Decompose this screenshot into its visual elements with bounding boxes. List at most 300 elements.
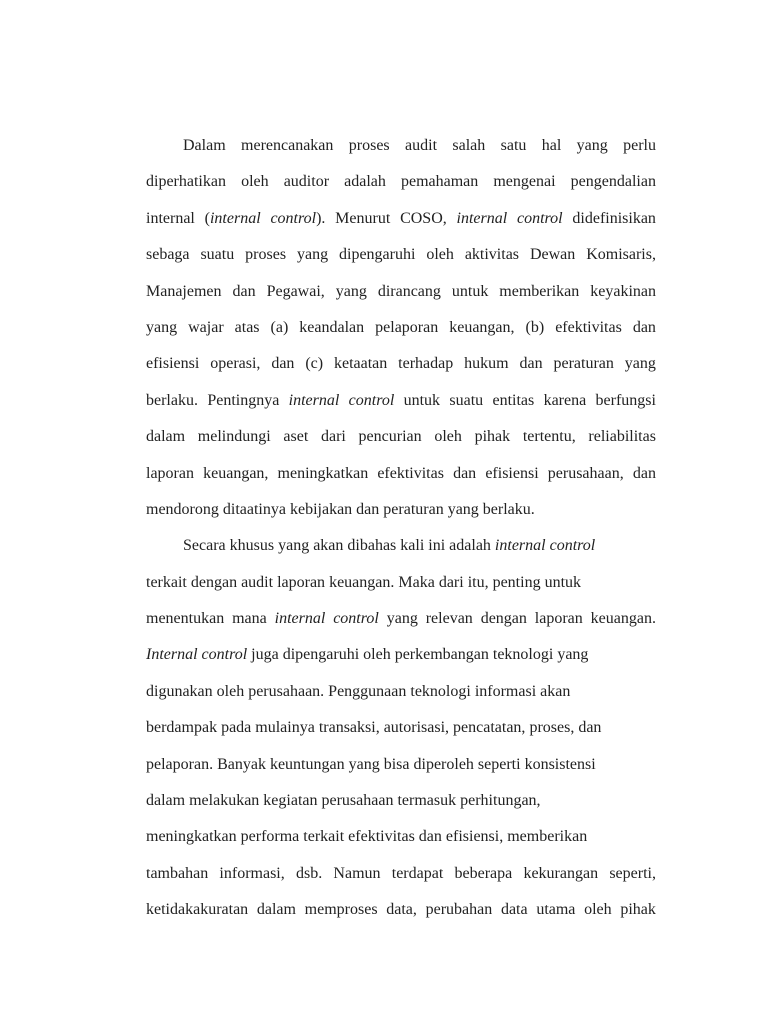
word — [146, 789, 185, 813]
word — [283, 425, 308, 461]
text-line — [146, 134, 656, 170]
text-run: seperti — [477, 755, 521, 773]
word — [267, 280, 325, 316]
text-run: perkembangan — [394, 646, 489, 664]
word — [203, 462, 268, 498]
word — [348, 825, 415, 849]
text-run: efisiensi, — [445, 828, 504, 846]
text-run: keandalan — [299, 318, 365, 336]
word — [449, 534, 491, 558]
text-run: dalam — [256, 901, 296, 919]
word — [146, 825, 237, 849]
word — [221, 716, 251, 740]
text-run: laporan — [277, 573, 326, 591]
text-run: ( — [204, 209, 210, 227]
text-run: dalam — [146, 428, 186, 446]
text-run: yang — [624, 355, 656, 373]
word — [278, 534, 309, 558]
word — [270, 753, 345, 777]
text-run: untuk — [403, 391, 441, 409]
text-run: digunakan — [146, 682, 213, 700]
word — [530, 243, 575, 279]
word — [571, 170, 656, 206]
word — [591, 607, 656, 643]
word — [384, 716, 449, 740]
word — [401, 170, 478, 206]
word — [493, 643, 553, 667]
italic-term: control — [516, 209, 563, 227]
text-run: yang — [576, 137, 608, 154]
italic-term: internal — [288, 391, 340, 409]
text-run: efisiensi — [485, 464, 539, 482]
text-run: informasi, — [219, 864, 285, 882]
word — [588, 425, 656, 461]
word — [230, 534, 274, 558]
paragraph — [146, 134, 656, 534]
word — [475, 680, 536, 704]
word — [517, 207, 563, 243]
text-run: termasuk — [397, 792, 457, 810]
text-line — [146, 716, 656, 752]
word — [478, 753, 521, 777]
text-run: perlu — [623, 137, 656, 154]
text-run: Pentingnya — [207, 391, 280, 409]
word — [398, 352, 453, 388]
text-run: meningkatkan — [146, 828, 237, 846]
word — [271, 316, 289, 352]
italic-term: internal — [494, 537, 546, 555]
text-run: merencanakan — [241, 137, 334, 154]
text-run: proses, — [529, 719, 575, 737]
text-run: data, — [386, 901, 417, 919]
word — [146, 462, 194, 498]
word — [609, 862, 656, 898]
text-run: dengan — [480, 610, 527, 628]
text-run: aktivitas — [464, 246, 520, 264]
text-line — [146, 607, 656, 643]
text-run: Maka — [398, 573, 435, 591]
word — [146, 280, 222, 316]
text-line — [146, 643, 656, 679]
text-run: perubahan — [425, 901, 493, 919]
word — [499, 280, 579, 316]
word — [485, 462, 538, 498]
word — [620, 898, 656, 934]
word — [284, 170, 329, 206]
word — [492, 389, 534, 425]
text-run: dan — [232, 282, 256, 300]
word — [275, 607, 326, 643]
word — [507, 825, 587, 849]
word — [452, 134, 485, 170]
word — [329, 571, 394, 595]
text-run: pelaporan — [375, 318, 439, 336]
word — [529, 716, 574, 740]
text-run: mulainya — [255, 719, 315, 737]
word — [146, 170, 226, 206]
text-run: transaksi, — [318, 719, 380, 737]
text-run: pemahaman — [400, 173, 479, 191]
word — [446, 825, 503, 849]
italic-term: internal — [274, 610, 326, 628]
text-run: akan — [313, 537, 344, 555]
text-run: Menurut — [335, 209, 391, 227]
word — [523, 425, 576, 461]
text-run: keuangan. — [590, 610, 656, 628]
text-line — [146, 680, 656, 716]
word — [526, 316, 545, 352]
word — [540, 680, 570, 704]
word — [428, 534, 445, 558]
text-run: dalam — [146, 792, 186, 810]
word — [333, 607, 379, 643]
word — [590, 280, 656, 316]
text-line — [146, 170, 656, 206]
text-run: berlaku. — [482, 500, 535, 518]
word — [241, 134, 333, 170]
word — [483, 498, 535, 522]
word — [363, 643, 391, 667]
word — [241, 571, 273, 595]
text-run: utama — [536, 901, 576, 919]
word — [313, 534, 343, 558]
text-run: yang — [296, 246, 329, 264]
word — [297, 243, 328, 279]
word — [299, 316, 364, 352]
word — [146, 716, 217, 740]
text-run: oleh — [426, 246, 454, 264]
word — [188, 316, 224, 352]
text-line — [146, 789, 656, 825]
text-run: informasi — [474, 682, 537, 700]
text-run: Pegawai, — [266, 282, 325, 300]
word — [434, 425, 462, 461]
word — [344, 170, 386, 206]
word — [202, 643, 248, 667]
word — [404, 389, 440, 425]
text-line — [146, 898, 656, 934]
word — [356, 498, 379, 522]
word — [339, 243, 415, 279]
text-run: khusus — [229, 537, 275, 555]
text-run: oleh — [216, 682, 245, 700]
word — [525, 753, 596, 777]
word — [493, 571, 541, 595]
text-run: kekurangan — [523, 864, 599, 882]
text-run: pelaporan. — [146, 755, 214, 773]
word — [493, 170, 555, 206]
word — [245, 243, 286, 279]
text-run: terkait — [146, 573, 187, 591]
word — [623, 134, 656, 170]
word — [523, 862, 598, 898]
word — [359, 425, 422, 461]
text-run: adalah — [449, 537, 491, 555]
text-line — [146, 462, 656, 498]
word — [577, 134, 608, 170]
word — [557, 643, 588, 667]
text-run: tambahan — [146, 864, 209, 882]
word — [146, 571, 187, 595]
word — [452, 280, 488, 316]
word — [410, 680, 470, 704]
text-run: dan — [453, 464, 477, 482]
word — [146, 862, 208, 898]
text-run: laporan — [146, 464, 194, 482]
text-run: yang — [348, 755, 380, 773]
text-run: kali — [400, 537, 425, 555]
text-run: mengenai — [493, 173, 556, 191]
text-line — [146, 753, 656, 789]
word — [519, 352, 542, 388]
word — [475, 425, 511, 461]
text-line — [146, 280, 656, 316]
word — [241, 825, 300, 849]
text-run: terdapat — [391, 864, 444, 882]
text-run: Penggunaan — [328, 682, 407, 700]
italic-term: control — [348, 391, 395, 409]
text-run: ketidakakuratan — [146, 901, 249, 919]
text-line — [146, 862, 656, 898]
text-run: (a) — [270, 318, 289, 336]
word — [400, 207, 447, 243]
text-run: auditor — [283, 173, 330, 191]
word — [553, 352, 613, 388]
text-run: internal — [146, 209, 195, 227]
text-run: ). — [316, 209, 326, 227]
word — [405, 134, 437, 170]
paragraph — [146, 534, 656, 934]
word — [263, 789, 317, 813]
word — [146, 425, 185, 461]
word — [296, 862, 322, 898]
text-run: terhadap — [398, 355, 454, 373]
text-run: oleh — [584, 901, 612, 919]
word — [207, 389, 279, 425]
word — [395, 643, 489, 667]
text-run: data — [500, 901, 528, 919]
word — [572, 207, 656, 243]
text-run: mana — [232, 610, 267, 628]
text-run: salah — [452, 137, 486, 154]
text-line — [146, 243, 656, 279]
word — [550, 534, 596, 558]
word — [290, 498, 352, 522]
text-run: dibahas — [347, 537, 397, 555]
word — [251, 643, 279, 667]
word — [383, 498, 443, 522]
text-run: dirancang — [377, 282, 441, 300]
word — [146, 352, 199, 388]
word — [277, 571, 325, 595]
word — [183, 534, 226, 558]
text-line — [146, 825, 656, 861]
text-run: kegiatan — [263, 792, 318, 810]
word — [303, 825, 344, 849]
text-run: tertentu, — [522, 428, 576, 446]
text-run: peraturan — [383, 500, 444, 518]
text-run: dari — [320, 428, 346, 446]
word — [146, 753, 213, 777]
word — [183, 134, 226, 170]
text-line — [146, 425, 656, 461]
text-line — [146, 352, 656, 388]
word — [392, 862, 444, 898]
text-run: yang — [447, 500, 479, 518]
word — [146, 389, 198, 425]
word — [217, 753, 266, 777]
word — [210, 352, 260, 388]
text-run: memproses — [304, 901, 378, 919]
body-text — [146, 134, 656, 935]
word — [198, 425, 271, 461]
text-run: terkait — [303, 828, 345, 846]
text-run: dengan — [190, 573, 238, 591]
italic-term: control — [270, 209, 317, 227]
text-run: teknologi — [492, 646, 554, 664]
word — [495, 534, 546, 558]
text-run: dsb. — [295, 864, 323, 882]
word — [349, 134, 390, 170]
word — [536, 898, 575, 934]
word — [349, 389, 395, 425]
word — [257, 898, 296, 934]
text-run: dipengaruhi — [282, 646, 360, 664]
word — [586, 243, 656, 279]
word — [305, 352, 323, 388]
text-run: ditaatinya — [222, 500, 286, 518]
italic-term: internal — [209, 209, 261, 227]
text-run: Dalam — [183, 137, 226, 154]
text-run: oleh — [434, 428, 462, 446]
text-run: dan — [578, 719, 602, 737]
word — [255, 716, 315, 740]
text-run: perusahaan — [321, 792, 394, 810]
word — [248, 680, 324, 704]
word — [217, 680, 245, 704]
italic-term: Internal — [146, 646, 198, 664]
word — [283, 643, 359, 667]
word — [584, 898, 612, 934]
text-run: reliabilitas — [588, 428, 656, 446]
word — [449, 316, 514, 352]
word — [449, 389, 483, 425]
text-run: yang — [386, 610, 418, 628]
word — [146, 498, 219, 522]
word — [625, 352, 656, 388]
word — [468, 571, 489, 595]
word — [319, 716, 380, 740]
text-run: (c) — [305, 355, 324, 373]
text-run: Manajemen — [146, 282, 222, 300]
word — [205, 207, 261, 243]
word — [555, 316, 622, 352]
text-run: atas — [234, 318, 260, 336]
text-run: diperhatikan — [146, 173, 226, 191]
word — [457, 207, 508, 243]
text-run: pencatatan, — [453, 719, 526, 737]
text-run: pihak — [620, 901, 656, 919]
word — [439, 571, 464, 595]
word — [397, 789, 456, 813]
word — [146, 898, 248, 934]
text-run: konsistensi — [524, 755, 596, 773]
text-run: kebijakan — [289, 500, 353, 518]
text-run: dan — [519, 355, 543, 373]
text-run: Secara — [183, 537, 226, 555]
text-line — [146, 571, 656, 607]
text-run: efektivitas — [377, 464, 444, 482]
text-run: dipengaruhi — [339, 246, 416, 264]
word — [501, 134, 527, 170]
word — [271, 352, 294, 388]
text-run: diperoleh — [413, 755, 474, 773]
italic-term: control — [201, 646, 248, 664]
text-run: seperti, — [609, 864, 656, 882]
text-run: performa — [240, 828, 300, 846]
word — [305, 898, 378, 934]
word — [321, 425, 346, 461]
word — [400, 534, 424, 558]
italic-term: control — [333, 610, 379, 628]
text-run: mendorong — [146, 500, 219, 518]
text-run: memberikan — [499, 282, 580, 300]
text-run: proses — [245, 246, 287, 264]
word — [146, 607, 224, 643]
text-run: yang — [278, 537, 310, 555]
word — [426, 607, 473, 643]
text-run: keuangan, — [449, 318, 515, 336]
word — [544, 389, 587, 425]
text-run: menentukan — [146, 610, 225, 628]
word — [426, 898, 493, 934]
word — [200, 243, 234, 279]
word — [278, 462, 369, 498]
word — [465, 243, 519, 279]
text-run: untuk — [451, 282, 489, 300]
text-run: (b) — [525, 318, 545, 336]
word — [328, 680, 406, 704]
text-run: aset — [283, 428, 309, 446]
word — [335, 207, 390, 243]
word — [377, 462, 444, 498]
text-run: berlaku. — [146, 391, 198, 409]
text-run: Banyak — [217, 755, 266, 773]
text-run: Namun — [333, 864, 381, 882]
text-run: efektivitas — [348, 828, 415, 846]
text-run: entitas — [492, 391, 535, 409]
word — [414, 753, 474, 777]
word — [545, 571, 581, 595]
text-run: sebaga — [146, 246, 190, 264]
word — [219, 862, 284, 898]
word — [398, 571, 434, 595]
text-run: wajar — [188, 318, 224, 336]
text-run: perhitungan, — [460, 792, 541, 810]
text-run: peraturan — [553, 355, 614, 373]
text-run: bisa — [383, 755, 410, 773]
text-run: autorisasi, — [383, 719, 450, 737]
text-run: karena — [543, 391, 587, 409]
word — [548, 462, 624, 498]
text-run: itu, — [467, 573, 489, 591]
text-run: audit — [241, 573, 274, 591]
word — [233, 280, 256, 316]
text-run: operasi, — [210, 355, 261, 373]
text-line — [146, 316, 656, 352]
text-run: dan — [418, 828, 442, 846]
word — [375, 316, 438, 352]
